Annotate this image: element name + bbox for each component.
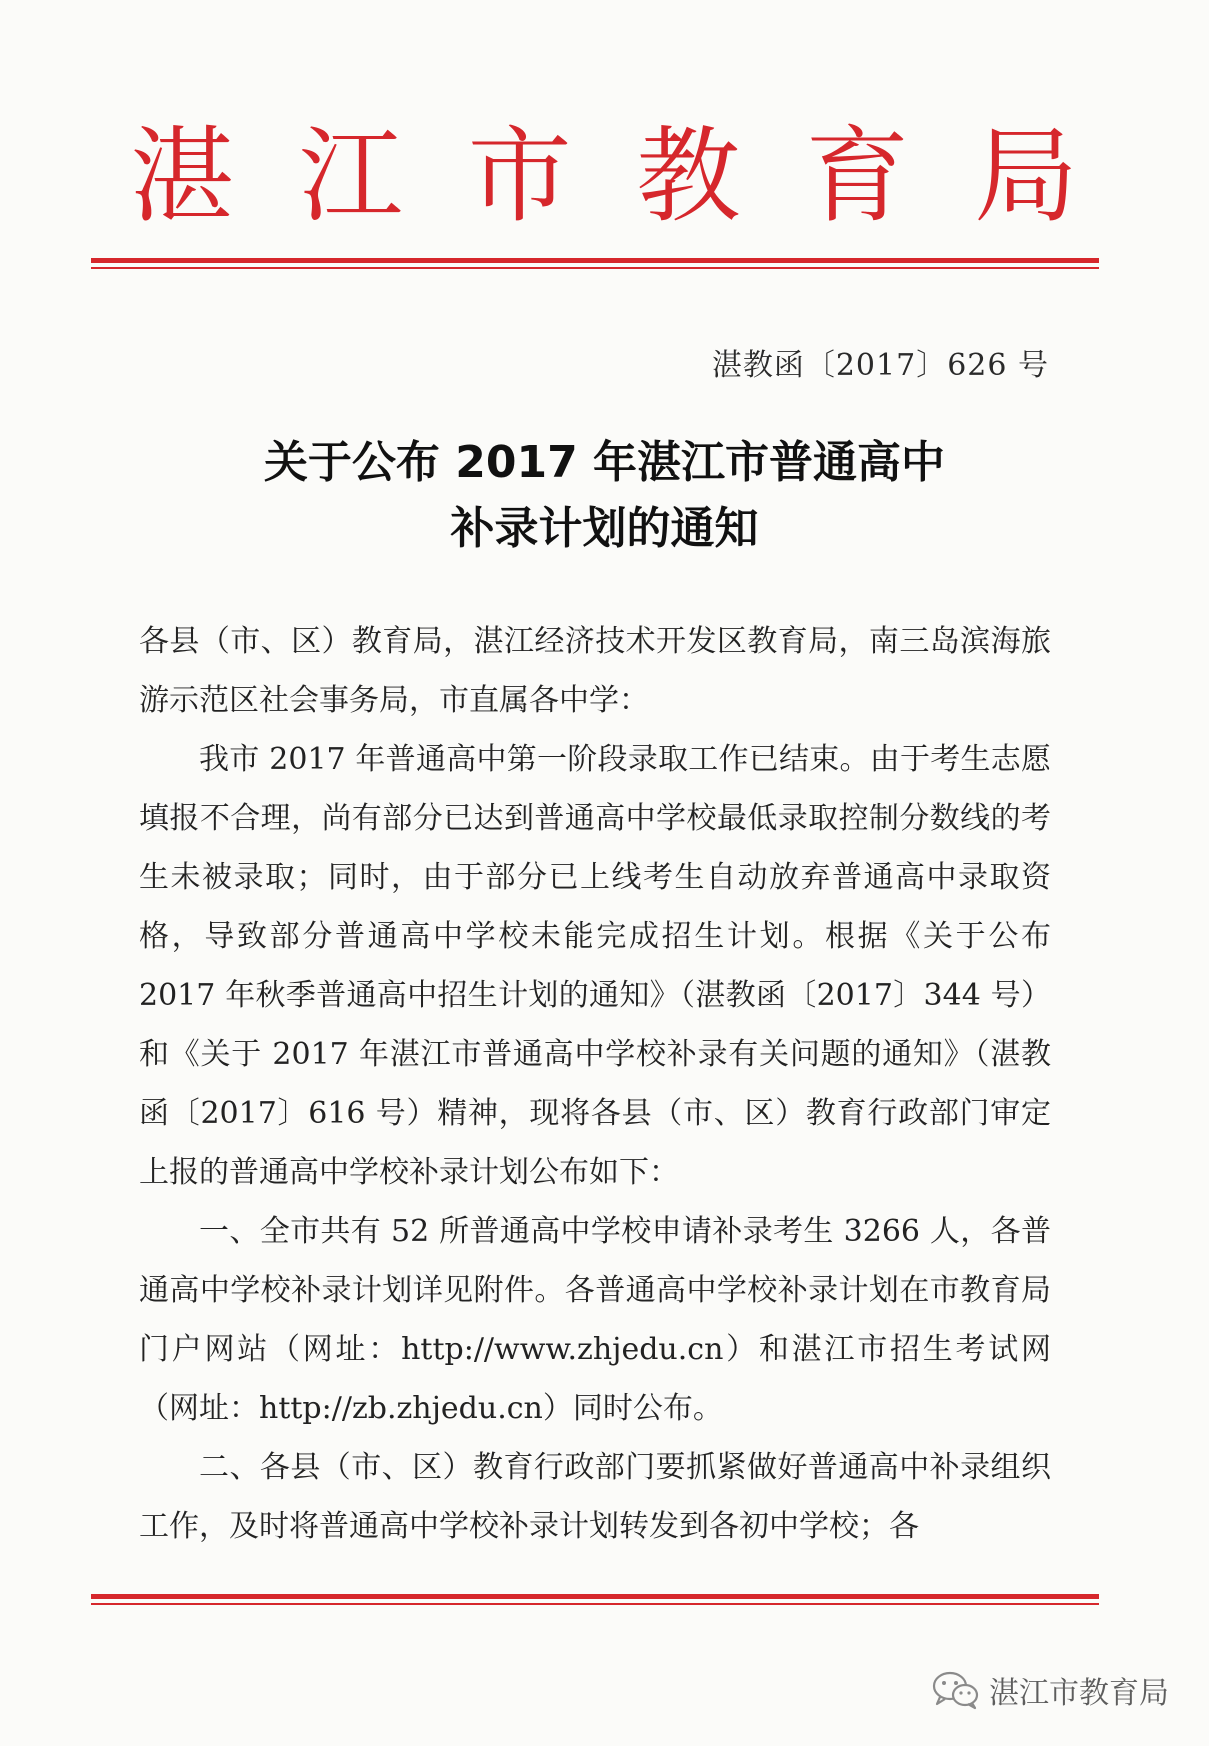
wechat-watermark [931,1668,1169,1712]
letterhead-divider [91,258,1099,269]
letterhead-char: 湛 [130,115,235,237]
watermark-text: 湛江市教育局 [989,1676,1169,1711]
agency-letterhead [130,115,1078,237]
document-body [139,612,1051,1556]
divider-thick-line [91,258,1099,263]
letterhead-char: 育 [805,115,910,237]
body-paragraph: 我市 2017 年普通高中第一阶段录取工作已结束。由于考生志愿填报不合理，尚有部分已达到普通高中学校最低录取控制分数线的考生未被录取；同时，由于部分已上线考生自动放弃普通高中录取资格，导致部分普通高中学校未能完成招生计划。根据《关于公布 2017 年秋季普通高中招生计划的通知》（湛教函〔2017〕344 号）和《关于 2017 年湛江市普通高中学校补录有关问题的通知》（湛教函〔2017〕616 号）精神，现将各县（市、区）教育行政部门审定上报的普通高中学校补录计划公布如下： [139,742,1051,1190]
document-title-line-2: 补录计划的通知 [450,503,759,554]
letterhead-char: 局 [973,115,1078,237]
letterhead-char: 教 [636,115,741,237]
footer-divider [91,1594,1099,1605]
letterhead-char: 江 [298,115,403,237]
divider-thin-line [91,1603,1099,1605]
body-paragraph: 一、全市共有 52 所普通高中学校申请补录考生 3266 人，各普通高中学校补录计划详见附件。各普通高中学校补录计划在市教育局门户网站（网址：http://www.zhjedu.cn）和湛江市招生考试网（网址：http://zb.zhjedu.cn）同时公布。 [139,1214,1051,1426]
wechat-icon [931,1670,981,1710]
letterhead-char: 市 [467,115,572,237]
document-title-line-1: 关于公布 2017 年湛江市普通高中 [263,437,946,488]
divider-thin-line [91,267,1099,269]
salutation: 各县（市、区）教育局，湛江经济技术开发区教育局，南三岛滨海旅游示范区社会事务局，市直属各中学： [139,624,1051,718]
document-number: 湛教函〔2017〕626 号 [711,348,1049,383]
divider-thick-line [91,1594,1099,1599]
body-paragraph: 二、各县（市、区）教育行政部门要抓紧做好普通高中补录组织工作，及时将普通高中学校补录计划转发到各初中学校；各 [139,1450,1051,1544]
